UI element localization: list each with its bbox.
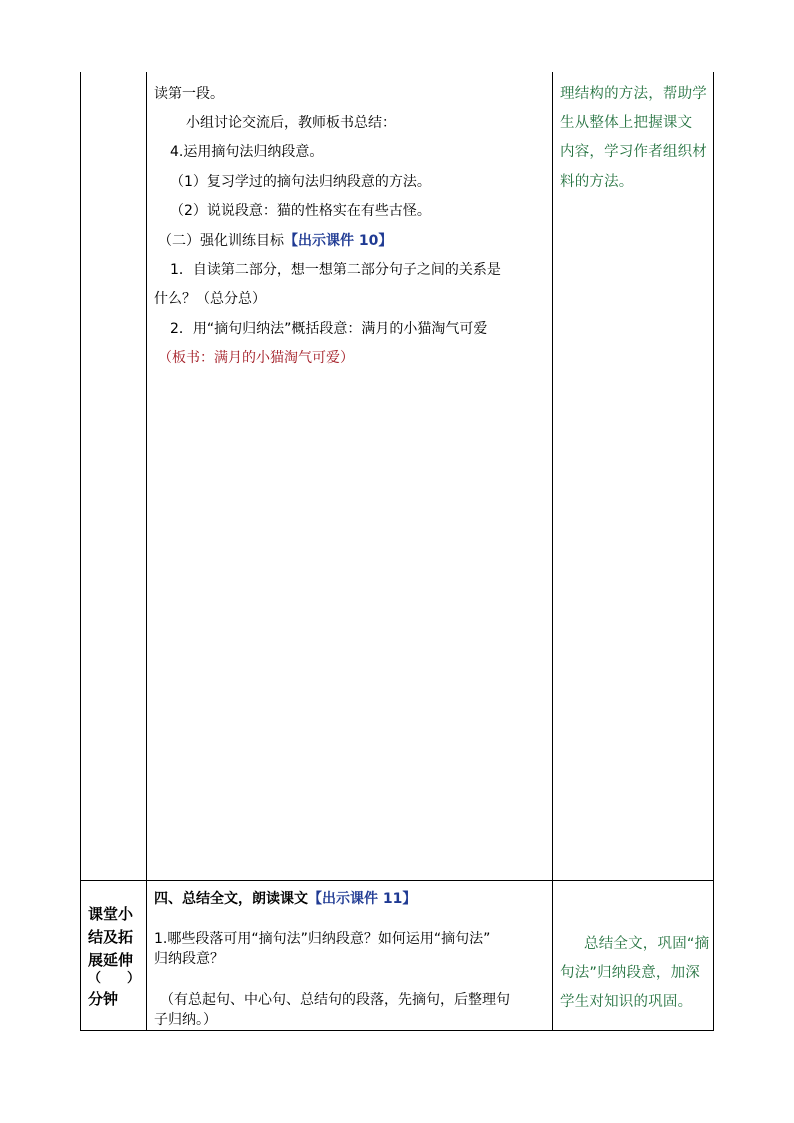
process-line-9: 2．用“摘句归纳法”概括段意：满月的小猫淘气可爱 [170, 321, 488, 337]
courseware-link-10[interactable]: 【出示课件 10】 [284, 233, 393, 249]
process-line-2: 小组讨论交流后，教师板书总结： [186, 115, 396, 131]
section-label-line-5: 分钟 [88, 990, 119, 1008]
process-line-1: 读第一段。 [154, 86, 224, 102]
summary-heading-text: 四、总结全文，朗读课文 [154, 891, 308, 907]
process-line-4: （1）复习学过的摘句法归纳段意的方法。 [170, 174, 431, 190]
section-label-line-1: 课堂小 [88, 905, 134, 923]
bottom-intent-line-1: 总结全文，巩固“摘 [584, 936, 710, 952]
question-line-1: 1.哪些段落可用“摘句法”归纳段意？如何运用“摘句法” [154, 931, 491, 947]
process-line-3: 4.运用摘句法归纳段意。 [170, 144, 324, 160]
blackboard-note: （板书：满月的小猫淘气可爱） [158, 350, 354, 366]
table-row-divider [80, 880, 714, 881]
table-divider-col2 [552, 72, 553, 1030]
process-line-6 [158, 232, 392, 250]
process-line-5: （2）说说段意：猫的性格实在有些古怪。 [170, 203, 431, 219]
process-line-7: 1．自读第二部分，想一想第二部分句子之间的关系是 [170, 262, 501, 278]
bottom-intent-line-3: 学生对知识的巩固。 [560, 994, 693, 1010]
section-label-line-3: 展延伸 [88, 951, 134, 969]
section-minutes-blank: （ ） [88, 971, 141, 986]
intent-line-3: 内容，学习作者组织材 [560, 144, 707, 160]
table-border-left [80, 72, 81, 1030]
process-line-8: 什么？（总分总） [154, 291, 266, 307]
answer-line-1: （有总起句、中心句、总结句的段落，先摘句，后整理句 [160, 992, 510, 1008]
intent-line-4: 料的方法。 [560, 174, 634, 190]
table-border-bottom [80, 1030, 714, 1031]
bottom-intent-line-2: 句法”归纳段意，加深 [560, 965, 701, 981]
question-line-2: 归纳段意？ [154, 951, 224, 967]
table-border-right [713, 72, 714, 1030]
section-label-line-2: 结及拓 [88, 928, 134, 946]
courseware-link-11[interactable]: 【出示课件 11】 [308, 891, 417, 907]
table-divider-col1 [146, 72, 147, 1030]
training-goal-text: （二）强化训练目标 [158, 233, 284, 249]
intent-line-1: 理结构的方法，帮助学 [560, 86, 707, 102]
summary-heading [154, 890, 416, 908]
intent-line-2: 生从整体上把握课文 [560, 115, 693, 131]
answer-line-2: 子归纳。） [154, 1012, 217, 1028]
